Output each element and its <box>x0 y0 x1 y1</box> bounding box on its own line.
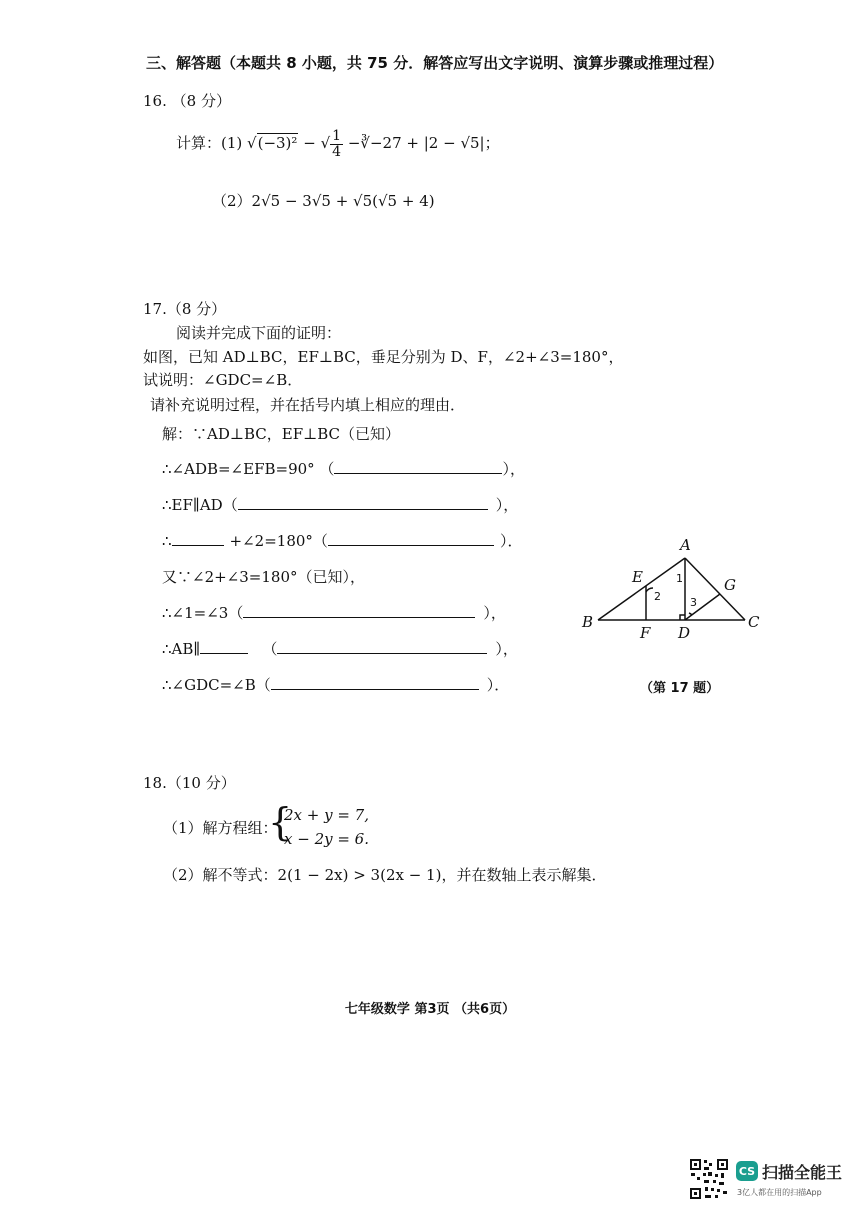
answer-blank[interactable] <box>200 639 248 654</box>
q16-part1: 计算：(1) √(−3)² − √ $\frac{1}{4}$ −∛−27 + |2 − √5|； <box>176 127 500 160</box>
svg-text:CS: CS <box>738 1165 756 1178</box>
q18-eq2: x − 2y = 6. <box>284 830 369 848</box>
q16-points: （8 分） <box>171 92 231 110</box>
camscanner-logo <box>736 1161 758 1181</box>
q17-header: 17.（8 分） <box>143 300 227 318</box>
answer-blank[interactable] <box>238 495 488 510</box>
watermark-subtitle: 3亿人都在用的扫描App <box>737 1188 822 1197</box>
q16-cbrt-term: −∛−27 + <box>347 134 419 152</box>
label-c: C <box>748 613 760 631</box>
label-e: E <box>632 568 643 586</box>
q16-abs-term: |2 − √5| <box>423 134 485 152</box>
label-g: G <box>724 576 736 594</box>
q18-part1-label: （1）解方程组： <box>163 819 278 837</box>
q16-minus: − <box>303 134 316 152</box>
q17-step-3: ∴ +∠2=180°（ ）． <box>162 532 523 550</box>
q17-step-6: ∴AB∥ （ ）， <box>162 640 518 658</box>
q16-part2: （2）2√5 − 3√5 + √5(√5 + 4) <box>212 192 435 210</box>
angle-3-arc <box>689 613 692 615</box>
segment-ac <box>685 558 745 620</box>
page-footer: 七年级数学 第3页 （共6页） <box>344 1002 516 1017</box>
q17-given: 如图，已知 AD⊥BC，EF⊥BC，垂足分别为 D、F，∠2+∠3=180°， <box>143 348 624 366</box>
label-f: F <box>640 624 651 642</box>
q18-eq1: 2x + y = 7, <box>284 806 369 824</box>
figure-caption: （第 17 题） <box>640 681 720 696</box>
label-angle-1: 1 <box>676 572 683 585</box>
q17-intro: 阅读并完成下面的证明： <box>176 324 342 342</box>
q18-part2: （2）解不等式：2(1 − 2x) > 3(2x − 1)，并在数轴上表示解集． <box>163 866 607 884</box>
answer-blank[interactable] <box>271 675 479 690</box>
answer-blank[interactable] <box>328 531 494 546</box>
answer-blank[interactable] <box>172 531 224 546</box>
label-angle-2: 2 <box>654 590 661 603</box>
q16-number: 16. <box>143 92 167 110</box>
section-header: 三、解答题（本题共 8 小题，共 75 分．解答应写出文字说明、演算步骤或推理过程） <box>146 54 724 72</box>
system-brace: { <box>268 800 293 844</box>
q16-header <box>143 90 231 111</box>
q17-geometry-figure <box>570 530 770 700</box>
q17-prove: 试说明：∠GDC=∠B． <box>143 371 303 389</box>
q17-step-7: ∴∠GDC=∠B（ ）． <box>162 676 510 694</box>
q17-instruction: 请补充说明过程，并在括号内填上相应的理由． <box>150 396 466 414</box>
label-b: B <box>582 613 594 631</box>
qr-code-icon <box>689 1158 729 1200</box>
q16-fraction: $\frac{1}{4}$ <box>332 127 342 160</box>
q17-solution-start: 解：∵AD⊥BC，EF⊥BC（已知） <box>162 425 400 443</box>
angle-2-arc <box>646 588 653 592</box>
q17-step-1: ∴∠ADB=∠EFB=90° （ ）， <box>162 460 525 478</box>
label-a: A <box>680 536 691 554</box>
q18-header: 18.（10 分） <box>143 774 236 792</box>
q16-calc-label: 计算：(1) <box>176 134 243 152</box>
label-d: D <box>678 624 691 642</box>
q17-step-2: ∴EF∥AD（ ）， <box>162 496 519 514</box>
answer-blank[interactable] <box>243 603 475 618</box>
q17-step-4: 又∵∠2+∠3=180°（已知）， <box>162 568 365 586</box>
q16-sqrt-term: (−3)² <box>257 134 298 152</box>
watermark-title: 扫描全能王 <box>762 1163 843 1182</box>
answer-blank[interactable] <box>334 459 502 474</box>
label-angle-3: 3 <box>690 596 697 609</box>
q17-step-5: ∴∠1=∠3（ ）， <box>162 604 506 622</box>
answer-blank[interactable] <box>277 639 487 654</box>
